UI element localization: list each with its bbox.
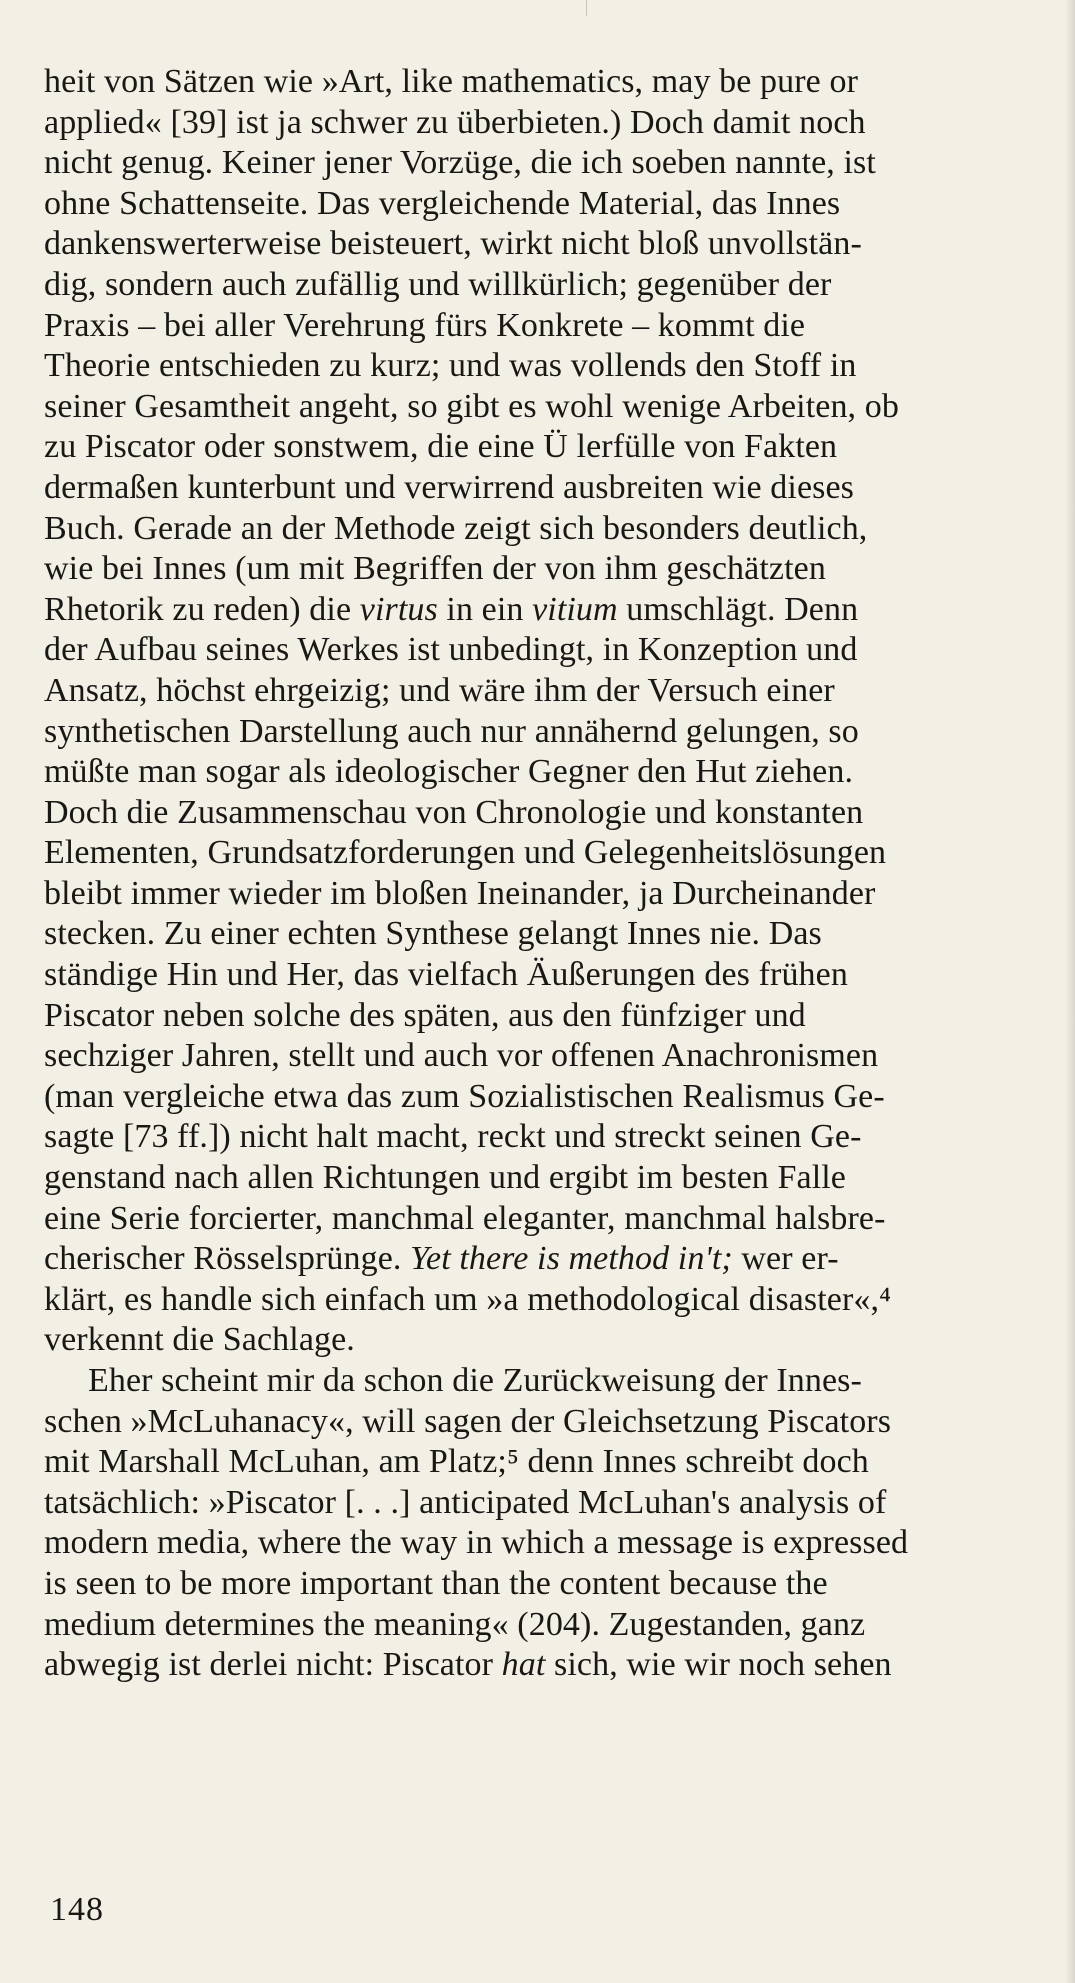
text-line: klärt, es handle sich einfach um »a methodological disaster«,⁴ bbox=[44, 1280, 892, 1318]
text-line: der Aufbau seines Werkes ist unbedingt, in Konzeption und bbox=[44, 631, 858, 669]
text-line: verkennt die Sachlage. bbox=[44, 1321, 355, 1359]
text-line: seiner Gesamtheit angeht, so gibt es wohl wenige Arbeiten, ob bbox=[44, 387, 899, 425]
text-line: tatsächlich: »Piscator [. . .] anticipated McLuhan's analysis of bbox=[44, 1483, 887, 1521]
text-line: bleibt immer wieder im bloßen Ineinander, ja Durcheinander bbox=[44, 874, 876, 912]
text-line: stecken. Zu einer echten Synthese gelangt Innes nie. Das bbox=[44, 915, 822, 953]
text-line: dig, sondern auch zufällig und willkürlich; gegenüber der bbox=[44, 265, 832, 303]
text-line: mit Marshall McLuhan, am Platz;⁵ denn Innes schreibt doch bbox=[44, 1443, 869, 1481]
text-line: nicht genug. Keiner jener Vorzüge, die ich soeben nannte, ist bbox=[44, 144, 876, 182]
text-line: dermaßen kunterbunt und verwirrend ausbreiten wie dieses bbox=[44, 468, 854, 506]
text-line: Praxis – bei aller Verehrung fürs Konkrete – kommt die bbox=[44, 306, 806, 344]
text-line: modern media, where the way in which a message is expressed bbox=[44, 1524, 909, 1562]
page-number: 148 bbox=[50, 1891, 104, 1928]
text-line: schen »McLuhanacy«, will sagen der Gleichsetzung Piscators bbox=[44, 1402, 892, 1440]
text-line: synthetischen Darstellung auch nur annähernd gelungen, so bbox=[44, 712, 859, 750]
text-line: müßte man sogar als ideologischer Gegner den Hut ziehen. bbox=[44, 753, 854, 791]
text-line: wie bei Innes (um mit Begriffen der von ihm geschätzten bbox=[44, 550, 826, 588]
text-line: Rhetorik zu reden) die virtus in ein vitium umschlägt. Denn bbox=[44, 590, 859, 628]
text-line: heit von Sätzen wie »Art, like mathematics, may be pure or bbox=[44, 63, 858, 100]
text-line: eine Serie forcierter, manchmal eleganter, manchmal halsbre- bbox=[44, 1199, 886, 1237]
text-line: zu Piscator oder sonstwem, die eine Ü lerfülle von Fakten bbox=[44, 428, 838, 466]
text-line: Ansatz, höchst ehrgeizig; und wäre ihm der Versuch einer bbox=[44, 671, 835, 709]
text-line: abwegig ist derlei nicht: Piscator hat sich, wie wir noch sehen bbox=[44, 1646, 892, 1684]
text-line: cherischer Rösselsprünge. Yet there is method in't; wer er- bbox=[44, 1240, 839, 1278]
text-line: Elementen, Grundsatzforderungen und Gelegenheitslösungen bbox=[44, 834, 887, 872]
text-line: Doch die Zusammenschau von Chronologie und konstanten bbox=[44, 793, 864, 831]
text-line: genstand nach allen Richtungen und ergibt im besten Falle bbox=[44, 1159, 846, 1197]
text-line: Buch. Gerade an der Methode zeigt sich besonders deutlich, bbox=[44, 509, 868, 547]
text-line: dankenswerterweise beisteuert, wirkt nicht bloß unvollstän- bbox=[44, 225, 862, 263]
text-line: ohne Schattenseite. Das vergleichende Material, das Innes bbox=[44, 184, 841, 222]
text-line: sagte [73 ff.]) nicht halt macht, reckt und streckt seinen Ge- bbox=[44, 1118, 862, 1156]
paragraph-first-line: Eher scheint mir da schon die Zurückweisung der Innes- bbox=[88, 1362, 862, 1399]
text-line: applied« [39] ist ja schwer zu überbieten.) Doch damit noch bbox=[44, 103, 866, 141]
text-line: (man vergleiche etwa das zum Sozialistischen Realismus Ge- bbox=[44, 1077, 885, 1115]
page-edge-mark bbox=[586, 0, 587, 16]
text-line: Piscator neben solche des späten, aus den fünfziger und bbox=[44, 996, 806, 1034]
text-line: ständige Hin und Her, das vielfach Äußerungen des frühen bbox=[44, 956, 848, 994]
body-text bbox=[44, 62, 1074, 1686]
text-line: medium determines the meaning« (204). Zugestanden, ganz bbox=[44, 1605, 866, 1643]
text-line: is seen to be more important than the content because the bbox=[44, 1564, 828, 1602]
text-line: Theorie entschieden zu kurz; und was vollends den Stoff in bbox=[44, 347, 857, 385]
text-line: sechziger Jahren, stellt und auch vor offenen Anachronismen bbox=[44, 1037, 879, 1075]
